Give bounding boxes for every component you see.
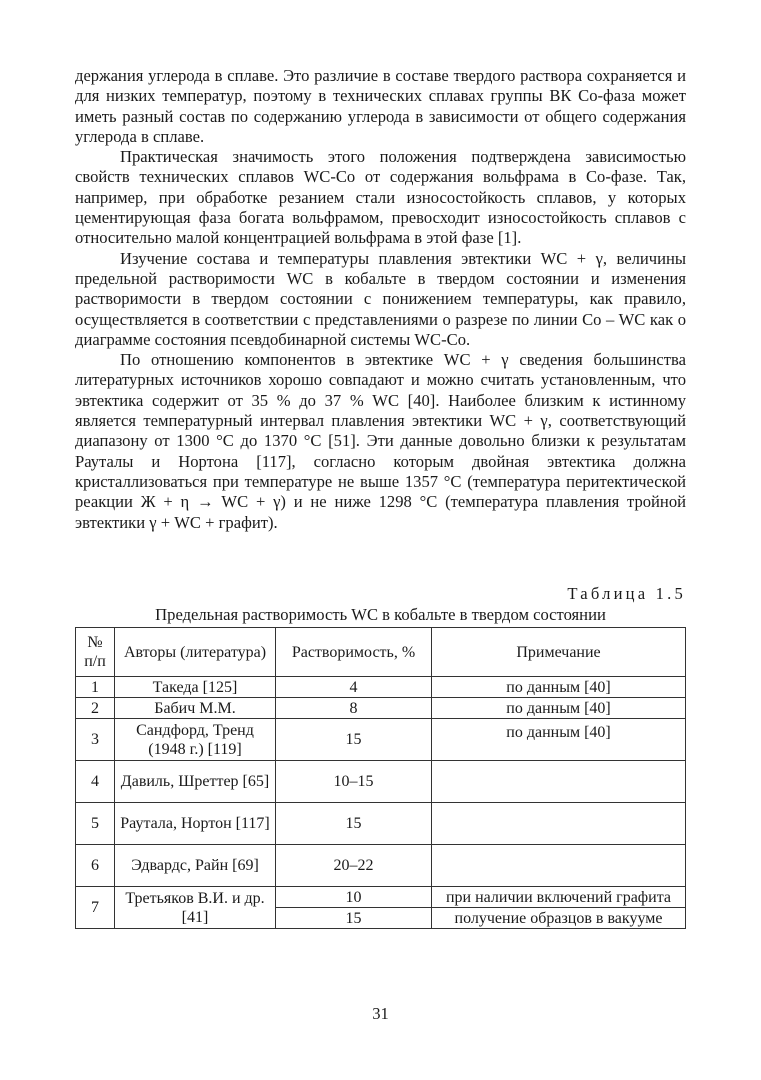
cell-note (432, 845, 686, 887)
table-label: Таблица 1.5 (567, 584, 686, 603)
header-note: Примечание (432, 628, 686, 677)
table-row (76, 677, 686, 698)
cell-solubility: 8 (276, 698, 432, 719)
cell-solubility: 4 (276, 677, 432, 698)
cell-solubility: 10 (276, 887, 432, 908)
cell-solubility: 15 (276, 719, 432, 761)
solubility-table (75, 627, 686, 929)
cell-note: по данным [40] (432, 719, 686, 761)
cell-num: 4 (76, 761, 115, 803)
cell-num: 3 (76, 719, 115, 761)
cell-note: при наличии включений графита (432, 887, 686, 908)
header-num: № п/п (76, 628, 115, 677)
table-row (76, 698, 686, 719)
cell-num: 1 (76, 677, 115, 698)
cell-authors: Третьяков В.И. и др. [41] (115, 887, 276, 929)
cell-authors: Бабич М.М. (115, 698, 276, 719)
table-row (76, 803, 686, 845)
cell-solubility: 10–15 (276, 761, 432, 803)
table-row (76, 719, 686, 761)
cell-num: 2 (76, 698, 115, 719)
cell-authors: Раутала, Нортон [117] (115, 803, 276, 845)
paragraph-3: Изучение состава и температуры плавления эвтектики WC + γ, величины предельной растворимости WC в кобальте в твердом состоянии и изменения растворимости в твердом состоянии с понижением температуры, как правило, осуществляется в соответствии с представлениями о разрезе по линии Co – WC как о диаграмме состояния псевдобинарной системы WC-Co. (75, 248, 686, 349)
table-caption: Предельная растворимость WC в кобальте в твердом состоянии (155, 605, 606, 624)
cell-solubility: 20–22 (276, 845, 432, 887)
cell-authors: Сандфорд, Тренд (1948 г.) [119] (115, 719, 276, 761)
paragraph-2: Практическая значимость этого положения подтверждена зависимостью свойств технических сплавов WC-Co от содержания вольфрама в Со-фазе. Так, например, при обработке резанием стали износостойкость сплавов, у которых цементирующая фаза богата вольфрамом, превосходит износостойкость сплавов с относительно малой концентрацией вольфрама в этой фазе [1]. (75, 147, 686, 248)
header-solubility: Растворимость, % (276, 628, 432, 677)
cell-solubility: 15 (276, 803, 432, 845)
cell-num: 5 (76, 803, 115, 845)
table-header-row (76, 628, 686, 677)
cell-num: 6 (76, 845, 115, 887)
cell-note (432, 803, 686, 845)
table-row (76, 887, 686, 908)
cell-note: получение образцов в вакууме (432, 908, 686, 929)
cell-note: по данным [40] (432, 677, 686, 698)
table-row (76, 761, 686, 803)
paragraph-4: По отношению компонентов в эвтектике WC + γ сведения большинства литературных источников хорошо совпадают и можно считать установленным, что эвтектика содержит от 35 % до 37 % WC [40]. Наиболее близким к истинному является температурный интервал плавления эвтектики WC + γ, соответствующий диапазону от 1300 °С до 1370 °С [51]. Эти данные довольно близки к результатам Рауталы и Нортона [117], согласно которым двойная эвтектика должна кристаллизоваться при температуре не выше 1357 °С (температура перитектической реакции Ж + η → WC + γ) и не ниже 1298 °С (температура плавления тройной эвтектики γ + WC + графит). (75, 350, 686, 532)
cell-authors: Такеда [125] (115, 677, 276, 698)
table-row (76, 845, 686, 887)
paragraph-1: держания углерода в сплаве. Это различие в составе твердого раствора сохраняется и для низких температур, поэтому в технических сплавах группы ВК Со-фаза может иметь разный состав по содержанию углерода в зависимости от общего содержания углерода в сплаве. (75, 66, 686, 146)
cell-note: по данным [40] (432, 698, 686, 719)
header-authors: Авторы (литература) (115, 628, 276, 677)
cell-note (432, 761, 686, 803)
body-text (75, 66, 686, 533)
cell-num: 7 (76, 887, 115, 929)
page-number: 31 (372, 1004, 389, 1023)
cell-solubility: 15 (276, 908, 432, 929)
cell-authors: Эдвардс, Райн [69] (115, 845, 276, 887)
cell-authors: Давиль, Шреттер [65] (115, 761, 276, 803)
